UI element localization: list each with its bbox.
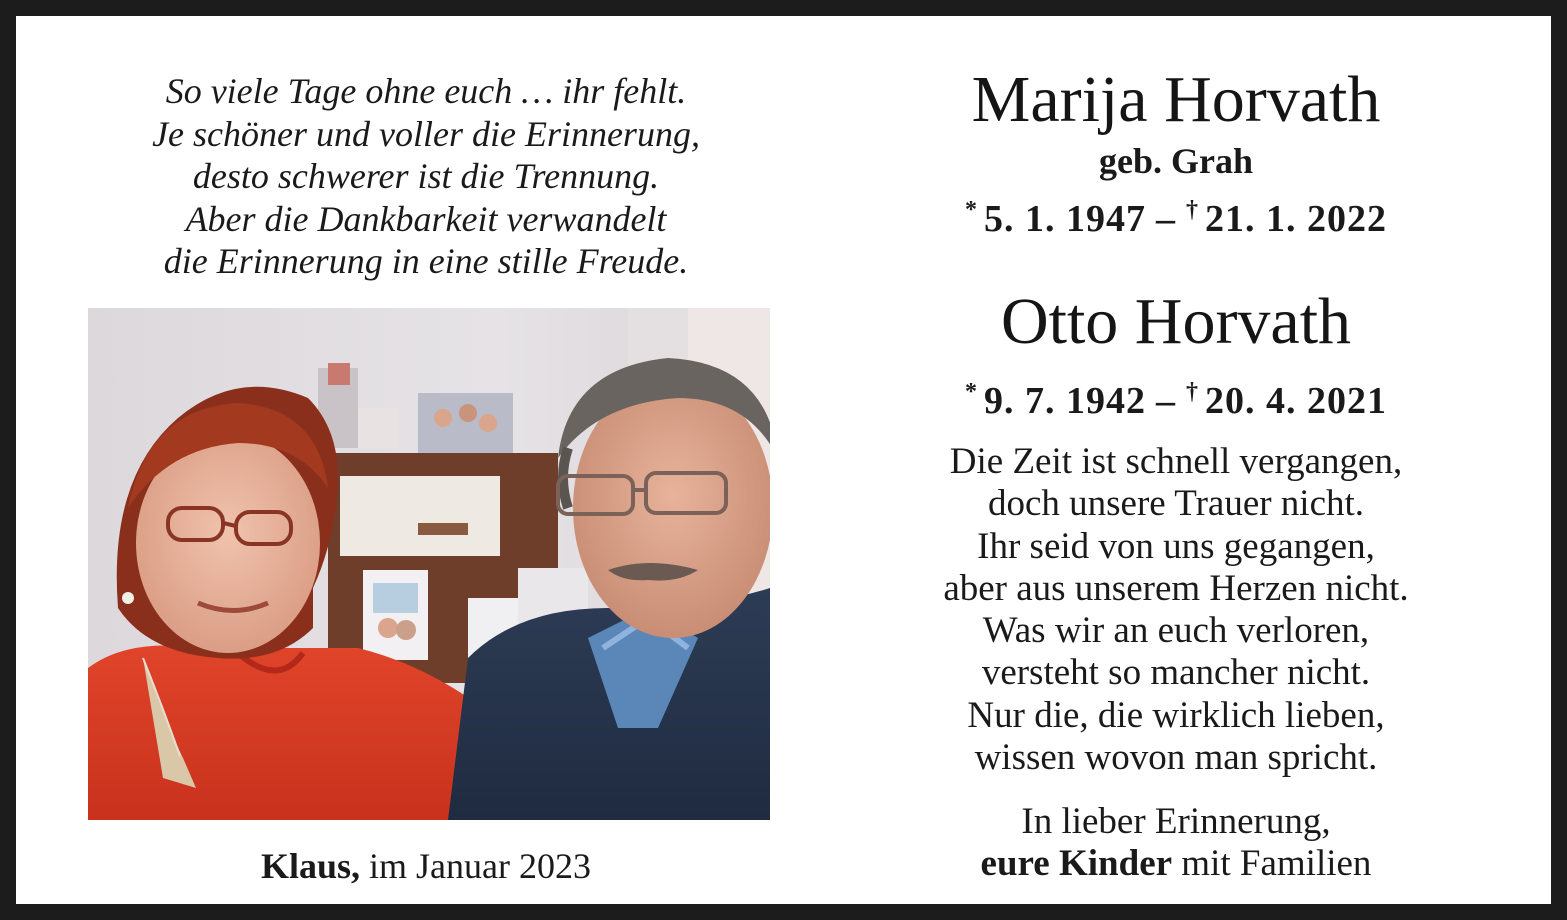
right-poem-line: Ihr seid von uns gegangen, (977, 525, 1375, 567)
left-poem (76, 70, 776, 283)
birth-date: 9. 7. 1942 (984, 380, 1146, 422)
closing-children: eure Kinder (980, 843, 1173, 884)
closing-families: mit Familien (1172, 843, 1372, 884)
right-poem (836, 441, 1516, 779)
couple-photo (88, 308, 770, 820)
birth-mark: * (965, 379, 978, 405)
maiden-name: geb. Grah (1098, 141, 1253, 181)
right-poem-line: wissen wovon man spricht. (974, 737, 1378, 779)
closing-line: In lieber Erinnerung, (1021, 801, 1331, 842)
date-dash: – (1156, 380, 1176, 422)
signature-date: im Januar 2023 (360, 846, 591, 886)
deceased-name: Otto Horvath (1000, 285, 1352, 358)
left-column (76, 56, 776, 906)
right-poem-line: doch unsere Trauer nicht. (987, 483, 1365, 525)
deceased-name: Marija Horvath (971, 63, 1381, 136)
date-dash: – (1156, 198, 1176, 240)
left-poem-line: Je schöner und voller die Erinnerung, (152, 113, 700, 154)
right-column (836, 56, 1516, 906)
right-poem-line: versteht so mancher nicht. (981, 652, 1371, 694)
left-poem-line: So viele Tage ohne euch … ihr fehlt. (165, 71, 687, 111)
right-poem-line: Was wir an euch verloren, (982, 610, 1370, 652)
left-signature (76, 844, 776, 888)
life-dates (836, 366, 1516, 427)
closing-signature (836, 801, 1516, 885)
birth-date: 5. 1. 1947 (984, 198, 1146, 240)
closing-family-line (836, 843, 1516, 885)
left-poem-line: desto schwerer ist die Trennung. (192, 156, 660, 196)
signature-name: Klaus, (260, 846, 361, 886)
birth-mark: * (965, 197, 978, 223)
person-block-otto (836, 282, 1516, 427)
right-poem-line: aber aus unserem Herzen nicht. (943, 567, 1409, 609)
death-mark: † (1186, 197, 1199, 223)
left-poem-line: Aber die Dankbarkeit verwandelt (185, 198, 667, 239)
death-date: 21. 1. 2022 (1205, 198, 1387, 240)
person-block-marija (836, 60, 1516, 245)
right-poem-line: Nur die, die wirklich lieben, (967, 694, 1385, 736)
left-poem-line: die Erinnerung in eine stille Freude. (163, 241, 689, 281)
death-mark: † (1186, 379, 1199, 405)
right-poem-line: Die Zeit ist schnell vergangen, (949, 441, 1403, 482)
life-dates (836, 184, 1516, 245)
death-date: 20. 4. 2021 (1205, 380, 1387, 422)
